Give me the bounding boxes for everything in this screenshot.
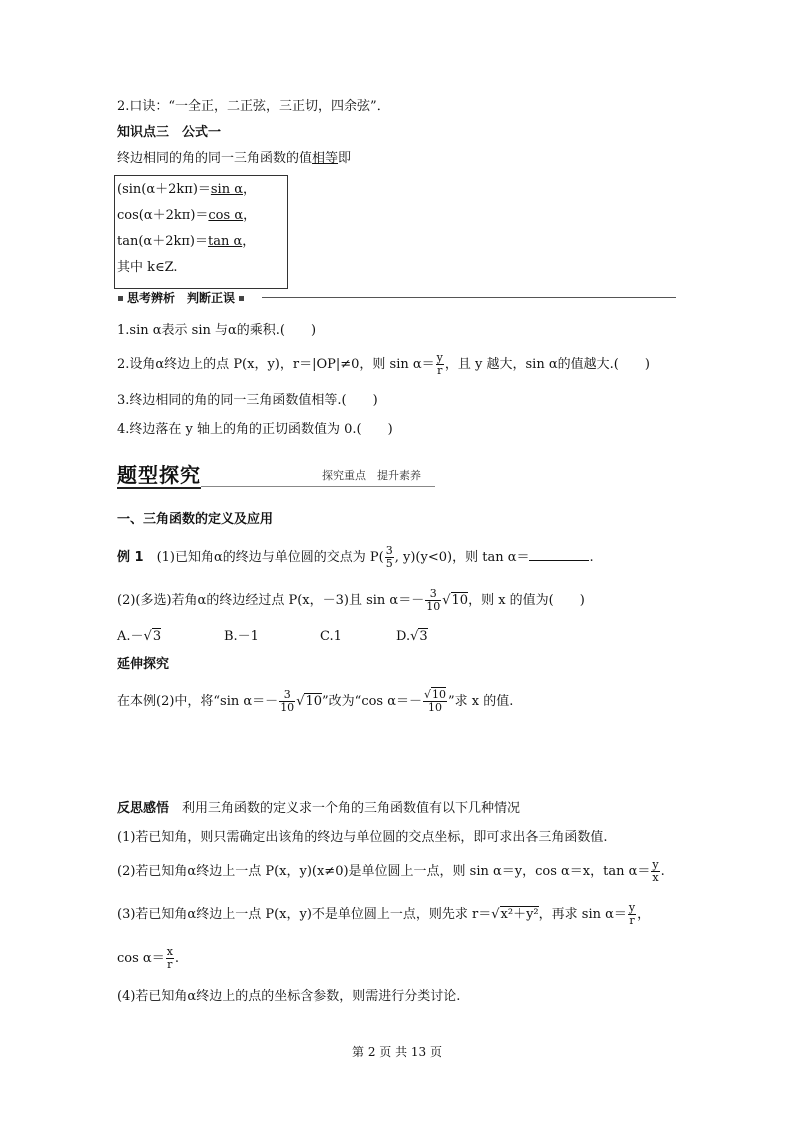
extend-pre: 在本例(2)中，将“sin α＝－	[117, 694, 279, 709]
think-heading	[114, 289, 248, 307]
judge2-post: ，且 y 越大，sin α的值越大.( )	[444, 357, 650, 372]
fraction-3-over-10	[425, 588, 441, 613]
fraction-num: 3	[385, 544, 393, 557]
page-footer: 第 2 页 共 13 页	[352, 1045, 442, 1059]
fraction-sqrt10-over-10	[423, 689, 447, 714]
fraction-num: x	[166, 945, 173, 958]
section-title: 题型探究	[117, 463, 201, 487]
reflect-item-2	[117, 858, 665, 886]
section-divider	[201, 486, 435, 487]
formula-tan-rhs: tan α	[207, 234, 243, 249]
extend-mid: ”改为“cos α＝－	[322, 694, 423, 709]
kp3-intro	[117, 150, 351, 168]
option-a-rad: 3	[152, 629, 162, 644]
mnemonic-line: 2.口诀：“一全正，二正弦，三正切，四余弦”．	[117, 99, 390, 114]
extend-body: 在本例(2)中，将“sin α＝－ $\frac{3}{10}$ √10”改为“cos α＝－ $\frac{√10}{10}$ ”求 x 的值.	[117, 688, 514, 714]
sqrt-10: 10	[451, 593, 469, 608]
ex1-end: .	[589, 550, 594, 565]
example-label: 例 1	[117, 550, 144, 565]
formula-sin-lhs: (sin(α＋2kπ)＝	[117, 182, 211, 197]
fraction-den: r	[167, 958, 173, 971]
option-d: D.√3	[396, 629, 428, 644]
formula-sin-tail: ，	[243, 182, 257, 197]
reflect2-end: .	[660, 864, 665, 879]
fraction-num: 3	[279, 689, 295, 702]
think-title: 思考辨析 判断正误	[127, 291, 236, 305]
kp3-intro-underlined: 相等	[312, 151, 339, 166]
fraction-den: 10	[426, 600, 441, 613]
formula-cos	[117, 207, 256, 225]
reflect-item-3: (3)若已知角α终边上一点 P(x，y)不是单位圆上一点，则先求 r＝√x²＋y²，再求 sin α＝ $\frac{y}{r}$ ，	[117, 901, 651, 927]
fraction-y-over-x	[651, 859, 659, 884]
formula-tan	[117, 233, 255, 251]
fraction-num: √10	[424, 688, 447, 701]
formula-sin	[117, 181, 256, 199]
answer-blank	[529, 548, 589, 561]
fraction-num: y	[436, 351, 443, 364]
think-divider	[262, 297, 676, 298]
sqrt-10: 10	[305, 694, 323, 709]
judge-item-4: 4.终边落在 y 轴上的角的正切函数值为 0.( )	[117, 422, 393, 437]
fraction-x-over-r	[166, 946, 174, 971]
reflect-intro-line	[117, 800, 520, 818]
formula-sin-rhs: sin α	[210, 182, 244, 197]
reflect-item-3b	[117, 945, 179, 973]
square-bullet-icon	[239, 296, 244, 301]
example-1-part-2: (2)(多选)若角α的终边经过点 P(x，－3)且 sin α＝－ $\frac{3}{10}$ √10，则 x 的值为( )	[117, 587, 585, 613]
formula-cos-rhs: cos α	[208, 208, 244, 223]
fraction-y-over-r	[436, 352, 444, 377]
ex2-pre: (2)(多选)若角α的终边经过点 P(x，－3)且 sin α＝－	[117, 593, 425, 608]
fraction-3-over-10	[279, 689, 295, 714]
judge-item-2	[117, 352, 650, 378]
fraction-y-over-r	[628, 902, 636, 927]
option-c	[320, 628, 342, 646]
option-d-rad: 3	[419, 629, 428, 644]
ex2-post: ，则 x 的值为( )	[468, 593, 585, 608]
fraction-den: x	[652, 871, 659, 884]
option-b-label: B.－1	[224, 629, 259, 644]
fraction-den: r	[437, 364, 443, 377]
option-a: A.－√3	[117, 629, 162, 644]
judge2-pre: 2.设角α终边上的点 P(x，y)，r＝|OP|≠0，则 sin α＝	[117, 357, 435, 372]
kp3-intro-post: 即	[338, 151, 352, 166]
reflect2-pre: (2)若已知角α终边上一点 P(x，y)(x≠0)是单位圆上一点，则 sin α＝y，cos α＝x，tan α＝	[117, 864, 651, 879]
fraction-den: r	[629, 914, 635, 927]
reflect-item-1: (1)若已知角，则只需确定出该角的终边与单位圆的交点坐标，即可求出各三角函数值.	[117, 830, 608, 845]
ex1-post: , y)(y<0)，则 tan α＝	[394, 550, 530, 565]
option-d-label: D.	[396, 629, 411, 644]
example-1-part-1	[117, 544, 594, 572]
formula-cos-tail: ，	[243, 208, 257, 223]
fraction-num: y	[628, 901, 636, 914]
ex1-pre: (1)已知角α的终边与单位圆的交点为 P(	[156, 550, 384, 565]
reflect3-pre: (3)若已知角α终边上一点 P(x，y)不是单位圆上一点，则先求 r＝	[117, 907, 492, 922]
formula-tan-lhs: tan(α＋2kπ)＝	[117, 234, 208, 249]
reflect3b-pre: cos α＝	[117, 951, 165, 966]
judge-item-1: 1.sin α表示 sin 与α的乘积.( )	[117, 323, 317, 338]
fraction-den: 5	[385, 557, 393, 570]
reflect-intro: 利用三角函数的定义求一个角的三角函数值有以下几种情况	[182, 801, 521, 816]
option-a-label: A.－	[117, 629, 144, 644]
option-c-label: C.1	[320, 629, 342, 644]
topic-1-title: 一、三角函数的定义及应用	[117, 512, 274, 527]
reflect-title: 反思感悟	[117, 801, 170, 816]
fraction-3-over-5	[385, 545, 394, 570]
formula-cos-lhs: cos(α＋2kπ)＝	[117, 208, 209, 223]
fraction-den: 10	[280, 701, 295, 714]
reflect-item-4: (4)若已知角α终边上的点的坐标含参数，则需进行分类讨论.	[117, 989, 461, 1004]
knowledge-point-3-title: 知识点三 公式一	[117, 125, 222, 140]
sqrt-10: 10	[432, 688, 447, 701]
fraction-num: 3	[425, 588, 441, 601]
square-bullet-icon	[118, 296, 123, 301]
formula-tan-tail: ，	[242, 234, 256, 249]
fraction-num: y	[652, 858, 659, 871]
reflect3-mid: ，再求 sin α＝	[538, 907, 627, 922]
formula-k: 其中 k∈Z.	[117, 260, 178, 275]
option-b	[224, 628, 259, 646]
reflect3b-end: .	[174, 951, 180, 966]
extend-post: ”求 x 的值.	[448, 694, 514, 709]
section-title-underline	[117, 487, 201, 489]
kp3-intro-pre: 终边相同的角的同一三角函数的值	[117, 151, 313, 166]
section-subtitle: 探究重点 提升素养	[322, 469, 421, 482]
extend-title: 延伸探究	[117, 657, 170, 672]
reflect3-end: ，	[637, 907, 651, 922]
fraction-den: 10	[428, 701, 443, 714]
judge-item-3: 3.终边相同的角的同一三角函数值相等.( )	[117, 393, 378, 408]
sqrt-x2-y2: x²＋y²	[500, 907, 539, 922]
